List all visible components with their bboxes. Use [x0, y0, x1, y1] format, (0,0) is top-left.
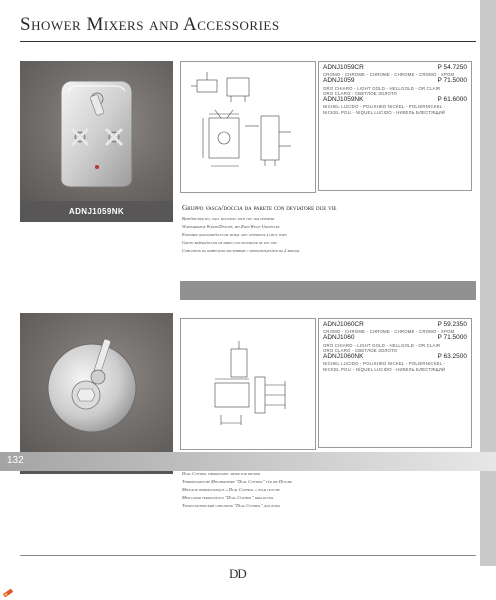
- finish-text: NICHEL LUCIDO - POLISHED NICKEL - POLIERNICKEL -: [323, 361, 446, 367]
- separator-bar: [180, 281, 476, 300]
- product-photo-2: [20, 313, 173, 453]
- brand-logo: DD: [229, 566, 246, 581]
- product-code: ADNJ1060: [323, 334, 355, 342]
- finish-text: ORO CHIARO - LIGHT GOLD - HELLGOLD - OR CLAIR: [323, 342, 441, 348]
- finish-text: NICKEL POLI - NÍQUEL LUCIDO - НИКЕЛЬ БЛЕСТЯЩИЙ: [323, 109, 446, 115]
- finish-text: CROMO - CHROME - CHROME - CHROME - CROMO - ХРОМ: [323, 72, 455, 78]
- product-code: ADNJ1059CR: [323, 64, 364, 71]
- price-row: [323, 64, 467, 72]
- product-caption-1: ADNJ1059NK: [20, 201, 173, 222]
- finish-text: ORO CLARO - СВЕТЛОЕ ЗОЛОТО: [323, 347, 398, 353]
- technical-drawing-1: [180, 61, 316, 193]
- product-description-1: [182, 203, 472, 255]
- price-row: [323, 77, 467, 85]
- side-strip: [480, 0, 496, 566]
- translation-line: Термостатический смеситель "Dual Control" для душа: [182, 503, 280, 508]
- page-number: 132: [7, 455, 24, 466]
- product-price: P 61.6000: [437, 96, 467, 104]
- price-row: [323, 334, 467, 342]
- page-number-tab: [0, 452, 496, 471]
- product-code: ADNJ1060NK: [323, 353, 364, 361]
- technical-drawing-2: [180, 318, 316, 450]
- finish-text: NICKEL POLI - NÍQUEL LUCIDO - НИКЕЛЬ БЛЕСТЯЩИЙ: [323, 366, 446, 372]
- translation-line: Mezclador termostático "Dual Control" para ducha: [182, 495, 274, 500]
- finish-text: CROMO - CHROME - CHROME - CHROME - CROMO - ХРОМ: [323, 329, 455, 335]
- finish-text: ORO CHIARO - LIGHT GOLD - HELLGOLD - OR CLAIR: [323, 85, 441, 91]
- dimension-diagram-2: [181, 319, 315, 449]
- title-divider: [20, 41, 476, 42]
- price-table-2: [318, 318, 472, 448]
- price-row: [323, 321, 467, 329]
- product-price: P 71.5000: [437, 77, 467, 85]
- translation-line: Dual Control thermostatic mixer for shower: [182, 471, 260, 476]
- finish-text: NICHEL LUCIDO - POLISHED NICKEL - POLIERNICKEL -: [323, 104, 446, 110]
- dimension-diagram-1: [181, 62, 315, 192]
- product-code: ADNJ1060CR: [323, 321, 364, 328]
- translation-line: Grupo bañera/ducha de pared con desviador de dos vías: [182, 240, 277, 245]
- finish-text: ORO CLARO - СВЕТЛОЕ ЗОЛОТО: [323, 90, 398, 96]
- translation-line: Смеситель на ванну/душ настенный с переключателем на 2 выхода: [182, 248, 300, 253]
- product-code: ADNJ1059: [323, 77, 355, 85]
- price-row: [323, 96, 467, 104]
- product-price: P 54.7250: [437, 64, 467, 71]
- pencil-icon[interactable]: [2, 583, 16, 597]
- bath-mixer-photo: [20, 61, 173, 201]
- product-code: ADNJ1059NK: [323, 96, 364, 104]
- product-price: P 63.2500: [437, 353, 467, 361]
- thermostatic-mixer-photo: [20, 313, 173, 453]
- product-price: P 59.2350: [437, 321, 467, 328]
- translation-line: Ensemble baignoire/douche mural avec inverseur à deux voies: [182, 232, 287, 237]
- product-price: P 71.5000: [437, 334, 467, 342]
- translation-line: Bath/shower set, wall mounting with two way diverter: [182, 216, 275, 221]
- translation-line: Wandarmatur Wanne/Dusche, mit Zwei-Wege-Umsteller: [182, 224, 280, 229]
- price-table-1: [318, 61, 472, 191]
- page-title: Shower Mixers and Accessories: [20, 14, 280, 35]
- translation-line: Mitigeur thermostatique « Dual Control » pour douche: [182, 487, 280, 492]
- price-row: [323, 353, 467, 361]
- footer-divider: [20, 555, 476, 556]
- description-title: Gruppo vasca/doccia da parete con deviatore due vie: [182, 203, 337, 212]
- product-photo-1: [20, 61, 173, 201]
- translation-line: Thermostatische Mischbatterie "Dual Control" für die Dusche: [182, 479, 292, 484]
